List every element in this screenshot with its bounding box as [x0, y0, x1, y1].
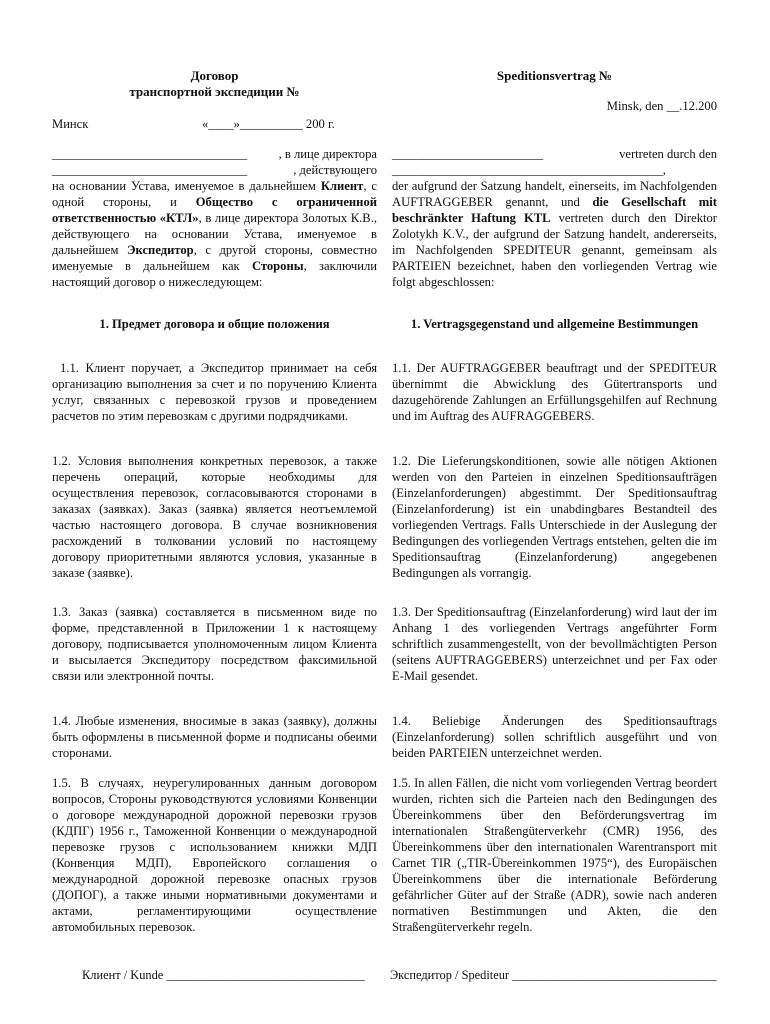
ru-preamble-blank-2: _______________________________ — [52, 163, 248, 177]
ru-clause-1-2: 1.2. Условия выполнения конкретных перевозок, а также перечень операций, которые необходимы для осуществления перевозок, согласовываются сторонами в заказах (заявках). Заказ (заявка) является неотъемлемой частью настоящего договора. В случае возникновения расхождений в толковании условий по настоящему договору приоритетными являются условия, указанные в заказе (заявке). — [52, 454, 377, 580]
de-clause-1-5: 1.5. In allen Fällen, die nicht vom vorliegenden Vertrag beordert wurden, richten sich die Parteien nach den Bedingungen des Übereinkommens über den Beförderungsvertrag im internationalen Straßengüterverkehr (CMR) 1956, des Übereinkommens über den internationalen Warentransport mit Carnet TIR („TIR-Übereinkommen 1975“), des Europäischen Übereinkommens über die internationale Beförderung gefährlicher Güter auf der Straße (ADR), sowie nach anderen normativen Bestimmungen und Akten, die den Straßengüterverkehr regeln. — [392, 776, 717, 934]
client-signature-line: Клиент / Kunde ________________________________ — [82, 968, 365, 982]
de-preamble-line1 — [392, 146, 717, 162]
ru-clause-1-3: 1.3. Заказ (заявка) составляется в письменном виде по форме, представленной в Приложении 1 к настоящему договору, подписывается уполномоченным лицом Клиента и высылается Экспедитору посредством факсимильной связи или электронной почты. — [52, 605, 377, 683]
ru-preamble — [52, 146, 377, 290]
de-clause-1-2: 1.2. Die Lieferungskonditionen, sowie alle nötigen Aktionen werden von den Parteien in einzelnen Speditionsaufträgen (Einzelanforderungen) abgestimmt. Der Speditionsauftrag (Einzelanforderung) ist ein unabdingbares Bestandteil des vorliegenden Vertrags. Falls Unterschiede in der Auslegung der Bedingungen des vorliegenden Vertrags entstehen, gelten die im Speditionsauftrag (Einzelanforderung) angegebenen Bedingungen als vorrangig. — [392, 454, 717, 580]
ru-section-1-heading: 1. Предмет договора и общие положения — [99, 317, 330, 331]
ru-title-line1: Договор — [190, 68, 239, 83]
ru-preamble-line1 — [52, 146, 377, 162]
ru-title — [52, 68, 377, 100]
ru-clause-1-5: 1.5. В случаях, неурегулированных данным договором вопросов, Стороны руководствуются условиями Конвенции о договоре международной дорожной перевозки грузов (КДПГ) 1956 г., Таможенной Конвенции о международной перевозке грузов с использованием книжки МДП (Конвенция МДП), Европейского соглашения о международной дорожной перевозке опасных грузов (ДОПОГ), а также иными нормативными документами и актами, регламентирующими осуществление автомобильных перевозок. — [52, 776, 377, 934]
de-preamble-text-1: vertreten durch den — [619, 147, 717, 161]
ru-clause-1-4: 1.4. Любые изменения, вносимые в заказ (заявку), должны быть оформлены в письменной форме и подписаны обеими сторонами. — [52, 714, 377, 760]
de-section-1-heading: 1. Vertragsgegenstand und allgemeine Bestimmungen — [410, 317, 699, 331]
ru-clause-1-1: 1.1. Клиент поручает, а Экспедитор принимает на себя организацию выполнения за счет и по поручению Клиента услуг, связанных с перевозкой грузов и проведением расчетов по этим перевозкам с другими подрядчиками. — [52, 361, 377, 423]
de-clause-1-4: 1.4. Beliebige Änderungen des Speditionsauftrags (Einzelanforderung) sollen schriftlich ausgeführt und von beiden PARTEIEN unterzeichnet werden. — [392, 714, 717, 760]
forwarder-signature-line: Экспедитор / Spediteur _________________________________ — [390, 968, 717, 982]
de-clause-1-1: 1.1. Der AUFTRAGGEBER beauftragt und der SPEDITEUR übernimmt die Abwicklung des Gütertransports und dazugehörende Zahlungen an Erfüllungsgehilfen auf Rechnung und im Auftrag des AUFRAGGEBERS. — [392, 361, 717, 423]
de-preamble-body: der aufgrund der Satzung handelt, einerseits, im Nachfolgenden AUFTRAGGEBER genannt, und die Gesellschaft mit beschränkter Haftung KTL vertreten durch den Direktor Zolotykh K.V., der aufgrund der Satzung handelt, andererseits, im Nachfolgenden SPEDITEUR genannt, gemeinsam als PARTEIEN bezeichnet, haben den vorliegenden Vertrag wie folgt abgeschlossen: — [392, 179, 717, 289]
de-title: Speditionsvertrag № — [496, 68, 613, 83]
de-preamble — [392, 146, 717, 290]
ru-preamble-text-1: , в лице директора — [278, 147, 377, 161]
ru-preamble-blank-1: _______________________________ — [52, 147, 248, 161]
ru-city: Минск — [52, 117, 89, 131]
de-clause-1-3: 1.3. Der Speditionsauftrag (Einzelanforderung) wird laut der im Anhang 1 des vorliegenden Vertrags angeführter Form schriftlich zusammengestellt, von der bevollmächtigten Person (seitens AUFTRAGGEBERS) unterzeichnet und per Fax oder E-Mail gesendet. — [392, 605, 717, 683]
ru-title-line2: транспортной экспедиции № — [129, 84, 300, 99]
de-city-date: Minsk, den __.12.200 — [606, 99, 717, 113]
ru-preamble-line2 — [52, 162, 377, 178]
ru-date: «____»__________ 200 г. — [202, 117, 335, 131]
ru-preamble-text-2: , действующего — [293, 163, 377, 177]
de-preamble-blank-1: ________________________ — [392, 147, 544, 161]
de-preamble-blank-2: ___________________________________________, — [392, 163, 666, 177]
ru-preamble-body: на основании Устава, именуемое в дальнейшем Клиент, с одной стороны, и Общество с ограниченной ответственностью «КТЛ», в лице директора Золотых К.В., действующего на основании Устава, именуемое в дальнейшем Экспедитор, с другой стороны, совместно именуемые в дальнейшем как Стороны, заключили настоящий договор о нижеследующем: — [52, 179, 378, 289]
